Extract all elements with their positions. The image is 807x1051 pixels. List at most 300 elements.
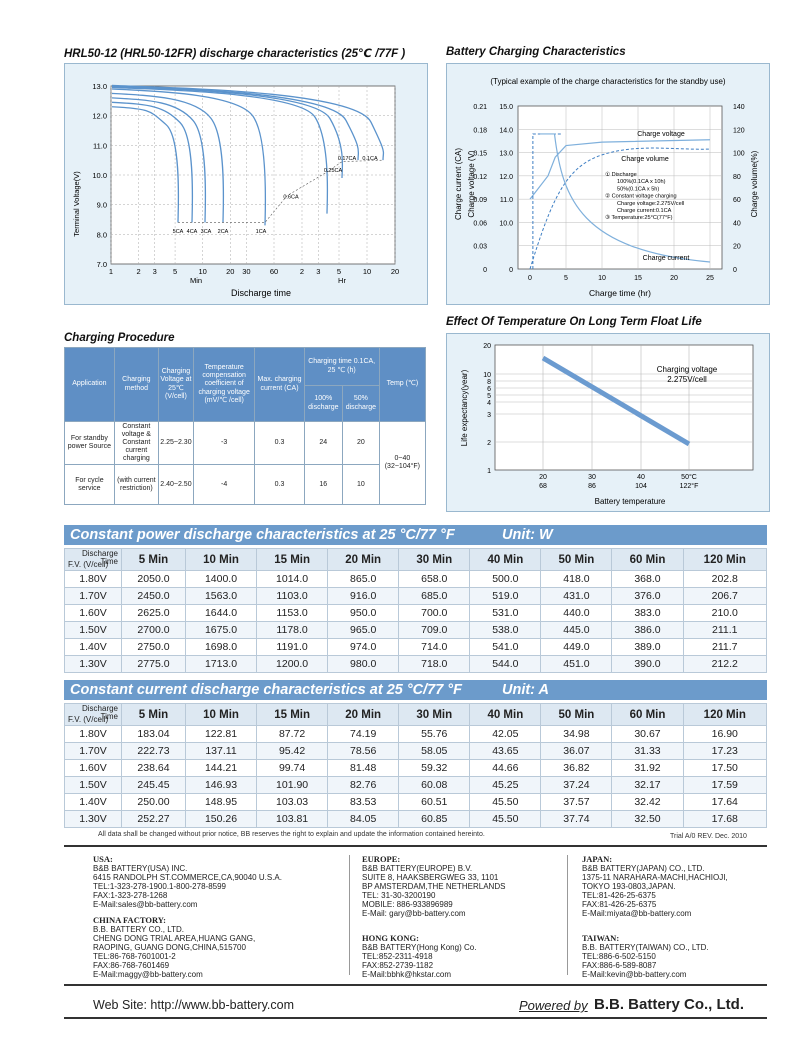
charging-ytick-current: 0.15	[473, 150, 487, 158]
data-cell: 202.8	[683, 571, 766, 588]
cp-cell: 2.40~2.50	[158, 465, 193, 505]
charging-ytick-current: 0.18	[473, 127, 487, 135]
charging-chart-ylabel-current: Charge current (CA)	[454, 147, 463, 221]
charging-ytick-voltage: 0	[509, 267, 513, 274]
cp-cell: 2.25~2.30	[158, 422, 193, 465]
data-cell: 78.56	[328, 743, 399, 760]
data-cell: 1713.0	[185, 656, 256, 673]
cp-row-cycle	[65, 465, 426, 505]
data-cell: 36.82	[541, 760, 612, 777]
contact-heading: CHINA FACTORY:	[93, 915, 166, 925]
charging-chart-current-label: Charge current	[642, 255, 690, 262]
contact-line: B&B BATTERY(JAPAN) CO., LTD.	[582, 864, 705, 873]
charging-ytick-right: 120	[733, 127, 745, 135]
contact-line: E-Mail:maggy@bb-battery.com	[93, 970, 203, 979]
data-cell: 45.50	[470, 811, 541, 828]
discharge-xtick-min: 1	[108, 267, 114, 276]
float-life-ytick: 1	[487, 468, 491, 475]
column-header: 30 Min	[399, 704, 470, 726]
column-header: 60 Min	[612, 549, 683, 571]
data-cell: 245.45	[122, 777, 186, 794]
cp-cell: For cycle service	[65, 465, 115, 505]
data-cell: 2775.0	[122, 656, 186, 673]
data-cell: 137.11	[185, 743, 256, 760]
constant-current-title: Constant current discharge characteristics at 25 °C/77 °F	[70, 682, 462, 698]
cp-header-method: Charging method	[114, 348, 158, 422]
discharge-curve-label: 2CA	[217, 228, 229, 235]
data-cell: 1644.0	[185, 605, 256, 622]
float-life-ytick: 4	[487, 400, 491, 407]
charging-chart-ylabel-right: Charge volume(%)	[750, 150, 759, 218]
final-voltage-cell: 1.30V	[65, 656, 122, 673]
float-life-chart	[447, 334, 769, 511]
data-cell: 541.0	[470, 639, 541, 656]
cp-header-temp-coef: Temperature compensation coefficient of charging voltage (mV/℃ /cell)	[193, 348, 255, 422]
contact-china	[93, 916, 255, 979]
data-cell: 250.00	[122, 794, 186, 811]
discharge-chart-xlabel: Discharge time	[230, 288, 292, 298]
data-cell: 390.0	[612, 656, 683, 673]
charging-ytick-right: 20	[733, 243, 741, 251]
float-life-ylabel: Life expectancy(year)	[460, 369, 469, 447]
discharge-xtick-min: 3	[152, 267, 157, 276]
corner-final-voltage: F.V. (V/cell)	[68, 560, 109, 569]
constant-current-table	[64, 703, 767, 828]
data-cell: 37.57	[541, 794, 612, 811]
charging-legend-item: ① Discharge	[605, 172, 637, 178]
table-row	[65, 639, 767, 656]
discharge-xtick-min: 30	[242, 267, 251, 276]
data-cell: 87.72	[257, 726, 328, 743]
charging-chart-xlabel: Charge time (hr)	[589, 288, 651, 298]
data-cell: 81.48	[328, 760, 399, 777]
data-cell: 383.0	[612, 605, 683, 622]
discharge-xtick-hr: 5	[336, 267, 342, 276]
table-row	[65, 571, 767, 588]
final-voltage-cell: 1.60V	[65, 605, 122, 622]
charging-legend-item: ② Constant voltage charging	[605, 193, 677, 200]
data-cell: 1191.0	[257, 639, 328, 656]
data-cell: 45.50	[470, 794, 541, 811]
cp-header-temp: Temp (℃)	[379, 348, 425, 422]
charging-ytick-current: 0	[483, 267, 487, 274]
float-life-annotation-2: 2.275V/cell	[667, 375, 707, 384]
data-cell: 700.0	[399, 605, 470, 622]
data-cell: 500.0	[470, 571, 541, 588]
float-life-ytick: 6	[487, 386, 491, 393]
discharge-xtick-min: 60	[269, 267, 279, 276]
discharge-ytick: 11.0	[92, 141, 107, 151]
charging-xtick: 10	[598, 275, 606, 282]
float-life-xtick-f: 122°F	[679, 483, 699, 490]
contact-heading: HONG KONG:	[362, 933, 419, 943]
final-voltage-cell: 1.50V	[65, 777, 122, 794]
data-cell: 44.66	[470, 760, 541, 777]
cp-header-time-100: 100% discharge	[304, 386, 343, 422]
discharge-xtick-hr: 2	[299, 267, 305, 276]
cp-header-application: Application	[65, 348, 115, 422]
data-cell: 1103.0	[257, 588, 328, 605]
data-cell: 148.95	[185, 794, 256, 811]
table-row	[65, 811, 767, 828]
charging-xtick: 20	[670, 275, 678, 282]
cp-cell: 0.3	[255, 465, 304, 505]
corner-discharge-time: Discharge Time	[81, 704, 118, 721]
corner-final-voltage: F.V. (V/cell)	[68, 715, 109, 724]
discharge-xtick-hr: 3	[316, 267, 321, 276]
data-cell: 43.65	[470, 743, 541, 760]
data-cell: 103.03	[257, 794, 328, 811]
data-cell: 17.23	[683, 743, 766, 760]
charging-legend-item: 100%(0.1CA x 10h)	[617, 179, 666, 186]
charging-ytick-voltage: 15.0	[499, 104, 513, 111]
float-life-ytick: 3	[487, 412, 491, 419]
discharge-curve-label: 4CA	[186, 228, 198, 235]
constant-current-title-bar	[64, 680, 767, 700]
data-cell: 32.50	[612, 811, 683, 828]
table-row	[65, 777, 767, 794]
final-voltage-cell: 1.70V	[65, 588, 122, 605]
discharge-curve-label: 1CA	[255, 228, 267, 235]
data-cell: 146.93	[185, 777, 256, 794]
charging-ytick-voltage: 14.0	[499, 127, 513, 135]
cp-cell-temp: 0~40 (32~104°F)	[379, 422, 425, 505]
float-life-ytick: 2	[487, 440, 491, 447]
data-cell: 2700.0	[122, 622, 186, 639]
charging-ytick-voltage: 12.0	[499, 173, 513, 181]
data-cell: 658.0	[399, 571, 470, 588]
data-cell: 206.7	[683, 588, 766, 605]
contact-line: TEL:81-426-25-6375	[582, 891, 656, 900]
final-voltage-cell: 1.40V	[65, 794, 122, 811]
contact-heading: TAIWAN:	[582, 933, 620, 943]
contact-line: B.B. BATTERY(TAIWAN) CO., LTD.	[582, 943, 709, 952]
contact-heading: EUROPE:	[362, 854, 401, 864]
discharge-chart-min-label: Min	[189, 276, 203, 285]
cp-cell: 10	[343, 465, 380, 505]
charging-procedure-table	[64, 347, 426, 505]
contact-line: E-Mail:sales@bb-battery.com	[93, 900, 198, 909]
charging-chart-voltage-label: Charge voltage	[637, 131, 685, 138]
data-cell: 519.0	[470, 588, 541, 605]
contact-line: FAX:886-6-589-8087	[582, 961, 657, 970]
contact-usa	[93, 855, 282, 909]
table-row	[65, 726, 767, 743]
data-cell: 974.0	[328, 639, 399, 656]
table-row	[65, 743, 767, 760]
table-header-row	[65, 549, 767, 571]
data-cell: 451.0	[541, 656, 612, 673]
float-life-ytick: 10	[483, 372, 491, 379]
final-voltage-cell: 1.30V	[65, 811, 122, 828]
data-cell: 150.26	[185, 811, 256, 828]
data-cell: 82.76	[328, 777, 399, 794]
column-header: 120 Min	[683, 549, 766, 571]
data-cell: 418.0	[541, 571, 612, 588]
cp-row-standby	[65, 422, 426, 465]
float-life-xtick-f: 86	[588, 483, 596, 490]
constant-power-table	[64, 548, 767, 673]
cp-cell: For standby power Source	[65, 422, 115, 465]
float-life-xlabel: Battery temperature	[594, 497, 666, 506]
constant-power-title: Constant power discharge characteristics at 25 °C/77 °F	[70, 527, 455, 543]
corner-discharge-time: Discharge Time	[81, 549, 118, 566]
data-cell: 210.0	[683, 605, 766, 622]
cp-cell: 20	[343, 422, 380, 465]
data-cell: 544.0	[470, 656, 541, 673]
data-cell: 916.0	[328, 588, 399, 605]
data-cell: 60.51	[399, 794, 470, 811]
data-cell: 37.24	[541, 777, 612, 794]
data-cell: 211.7	[683, 639, 766, 656]
float-life-xtick-c: 20	[539, 474, 547, 481]
data-cell: 122.81	[185, 726, 256, 743]
data-cell: 449.0	[541, 639, 612, 656]
table-row	[65, 622, 767, 639]
data-cell: 1675.0	[185, 622, 256, 639]
data-cell: 2050.0	[122, 571, 186, 588]
charging-legend-item: 50%(0.1CA x 5h)	[617, 186, 660, 193]
charging-xtick: 5	[564, 275, 568, 282]
data-cell: 17.68	[683, 811, 766, 828]
final-voltage-cell: 1.50V	[65, 622, 122, 639]
cp-cell: -4	[193, 465, 255, 505]
data-cell: 1200.0	[257, 656, 328, 673]
charging-chart	[447, 64, 769, 304]
discharge-chart-xticks	[109, 267, 399, 276]
charging-ytick-current: 0.06	[473, 220, 487, 228]
data-cell: 386.0	[612, 622, 683, 639]
charging-chart-volume-label: Charge volume	[621, 156, 669, 163]
discharge-curve-label: 5CA	[172, 228, 184, 235]
charging-ytick-voltage: 13.0	[499, 150, 513, 158]
data-cell: 950.0	[328, 605, 399, 622]
footer-rule	[64, 1017, 767, 1019]
charging-ytick-current: 0.21	[473, 104, 487, 111]
data-cell: 32.42	[612, 794, 683, 811]
contact-hongkong	[362, 934, 476, 979]
data-cell: 16.90	[683, 726, 766, 743]
cp-header-voltage: Charging Voltage at 25℃ (V/cell)	[158, 348, 193, 422]
contacts-divider	[567, 855, 568, 975]
charging-chart-subtitle: (Typical example of the charge characteristics for the standby use)	[490, 77, 726, 86]
column-header: 50 Min	[541, 704, 612, 726]
charging-xtick: 0	[528, 275, 532, 282]
contact-line: TEL:1-323-278-1900.1-800-278-8599	[93, 882, 226, 891]
contact-line: BP AMSTERDAM,THE NETHERLANDS	[362, 882, 506, 891]
discharge-curve-label: 0.25CA	[323, 168, 343, 175]
data-cell: 1014.0	[257, 571, 328, 588]
data-cell: 1563.0	[185, 588, 256, 605]
data-cell: 980.0	[328, 656, 399, 673]
table-row	[65, 794, 767, 811]
data-cell: 685.0	[399, 588, 470, 605]
data-cell: 1178.0	[257, 622, 328, 639]
charging-chart-title: Battery Charging Characteristics	[446, 46, 626, 58]
discharge-curve-label: 0.17CA	[337, 156, 357, 163]
table-row	[65, 588, 767, 605]
column-header: 50 Min	[541, 549, 612, 571]
discharge-chart	[65, 64, 427, 304]
contact-line: TEL:852-2311-4918	[362, 952, 433, 961]
float-life-xtick-f: 104	[635, 483, 647, 490]
data-cell: 42.05	[470, 726, 541, 743]
column-header: 5 Min	[122, 549, 186, 571]
data-cell: 95.42	[257, 743, 328, 760]
float-life-xtick-c: 50°C	[681, 474, 697, 481]
data-cell: 17.59	[683, 777, 766, 794]
final-voltage-cell: 1.80V	[65, 571, 122, 588]
contact-line: E-Mail:kevin@bb-battery.com	[582, 970, 687, 979]
discharge-xtick-hr: 10	[362, 267, 372, 276]
contact-line: TEL:86-768-7601001-2	[93, 952, 176, 961]
data-cell: 83.53	[328, 794, 399, 811]
float-life-ytick: 5	[487, 393, 491, 400]
data-cell: 2450.0	[122, 588, 186, 605]
contact-line: B&B BATTERY(USA) INC.	[93, 864, 188, 873]
contact-line: B&B BATTERY(EUROPE) B.V.	[362, 864, 473, 873]
contact-line: FAX:81-426-25-6375	[582, 900, 657, 909]
charging-ytick-right: 140	[733, 104, 745, 111]
charging-ytick-right: 60	[733, 197, 741, 205]
discharge-ytick: 13.0	[92, 82, 107, 91]
discharge-ytick: 9.0	[96, 200, 107, 210]
data-cell: 31.33	[612, 743, 683, 760]
contact-line: CHENG DONG TRIAL AREA,HUANG GANG,	[93, 934, 256, 943]
data-cell: 144.21	[185, 760, 256, 777]
data-cell: 389.0	[612, 639, 683, 656]
discharge-ytick: 7.0	[96, 260, 107, 269]
contact-line: TOKYO 193-0803,JAPAN.	[582, 882, 676, 891]
contacts-divider	[349, 855, 350, 975]
data-cell: 59.32	[399, 760, 470, 777]
cp-cell: 0.3	[255, 422, 304, 465]
data-cell: 376.0	[612, 588, 683, 605]
data-cell: 30.67	[612, 726, 683, 743]
constant-current-unit: Unit: A	[502, 682, 549, 698]
data-cell: 2750.0	[122, 639, 186, 656]
contact-line: RAOPING, GUANG DONG,CHINA,515700	[93, 943, 246, 952]
float-life-xtick-c: 40	[637, 474, 645, 481]
discharge-ytick: 10.0	[92, 171, 107, 180]
table-header-row	[65, 704, 767, 726]
charging-ytick-current: 0.12	[473, 173, 487, 181]
contact-line: 6415 RANDOLPH ST.COMMERCE,CA,90040 U.S.A.	[93, 873, 282, 882]
cp-header-time-50: 50% discharge	[343, 386, 380, 422]
column-header: 15 Min	[257, 549, 328, 571]
float-life-ytick: 20	[483, 343, 491, 350]
charging-xtick: 15	[634, 275, 642, 282]
table-row	[65, 760, 767, 777]
data-cell: 183.04	[122, 726, 186, 743]
charging-ytick-current: 0.03	[473, 243, 487, 251]
data-cell: 718.0	[399, 656, 470, 673]
contact-line: FAX:1-323-278-1268	[93, 891, 168, 900]
data-cell: 84.05	[328, 811, 399, 828]
charging-ytick-right: 0	[733, 267, 737, 274]
contact-line: B.B. BATTERY CO., LTD.	[93, 925, 184, 934]
data-cell: 431.0	[541, 588, 612, 605]
float-life-annotation-1: Charging voltage	[656, 365, 718, 374]
charging-legend-item: Charge voltage:2.275V/cell	[617, 200, 685, 207]
charging-ytick-voltage: 11.0	[499, 197, 513, 205]
discharge-chart-panel	[64, 63, 428, 305]
charging-ytick-right: 40	[733, 220, 741, 228]
cp-cell: -3	[193, 422, 255, 465]
discharge-curve-label: 0.6CA	[283, 194, 299, 201]
contact-line: FAX:852-2739-1182	[362, 961, 434, 970]
data-cell: 99.74	[257, 760, 328, 777]
data-cell: 17.64	[683, 794, 766, 811]
powered-by: Powered by	[519, 998, 588, 1013]
charging-chart-ylabel-voltage: Charge voltage (V)	[467, 150, 476, 218]
contact-line: FAX:86-768-7601469	[93, 961, 170, 970]
discharge-xtick-min: 2	[136, 267, 141, 276]
float-life-panel	[446, 333, 770, 512]
data-cell: 1400.0	[185, 571, 256, 588]
contact-europe	[362, 855, 505, 918]
data-cell: 865.0	[328, 571, 399, 588]
contact-taiwan	[582, 934, 709, 979]
final-voltage-cell: 1.40V	[65, 639, 122, 656]
column-header: 15 Min	[257, 704, 328, 726]
cp-cell: 16	[304, 465, 343, 505]
table-row	[65, 605, 767, 622]
data-cell: 445.0	[541, 622, 612, 639]
contact-line: E-Mail:miyata@bb-battery.com	[582, 909, 692, 918]
discharge-chart-yticks	[92, 82, 107, 269]
data-cell: 36.07	[541, 743, 612, 760]
contact-line: E-Mail: gary@bb-battery.com	[362, 909, 466, 918]
charging-ytick-right: 100	[733, 150, 745, 158]
column-header: 60 Min	[612, 704, 683, 726]
data-cell: 101.90	[257, 777, 328, 794]
data-cell: 37.74	[541, 811, 612, 828]
data-cell: 238.64	[122, 760, 186, 777]
table-corner-cell	[65, 549, 122, 571]
data-cell: 212.2	[683, 656, 766, 673]
float-life-ytick: 8	[487, 379, 491, 386]
column-header: 30 Min	[399, 549, 470, 571]
contact-line: E-Mail:bbhk@hkstar.com	[362, 970, 452, 979]
discharge-chart-grid	[111, 86, 395, 264]
cp-cell: 24	[304, 422, 343, 465]
final-voltage-cell: 1.60V	[65, 760, 122, 777]
data-cell: 60.85	[399, 811, 470, 828]
data-cell: 714.0	[399, 639, 470, 656]
website-link[interactable]: Web Site: http://www.bb-battery.com	[93, 998, 295, 1012]
constant-power-title-bar	[64, 525, 767, 545]
data-cell: 222.73	[122, 743, 186, 760]
contact-heading: JAPAN:	[582, 854, 613, 864]
cp-header-charging-time: Charging time 0.1CA, 25 ℃ (h)	[304, 348, 379, 386]
discharge-ytick: 8.0	[96, 230, 107, 240]
discharge-xtick-min: 20	[226, 267, 235, 276]
revision: Trial A/0 REV. Dec. 2010	[670, 833, 747, 840]
data-cell: 1698.0	[185, 639, 256, 656]
float-life-xtick-c: 30	[588, 474, 596, 481]
charging-legend-item: ③ Temperature:25°C(77°F)	[605, 215, 673, 222]
contact-line: TEL: 31-30-3200190	[362, 891, 436, 900]
table-row	[65, 656, 767, 673]
discharge-xtick-min: 10	[198, 267, 207, 276]
float-life-xtick-f: 68	[539, 483, 547, 490]
data-cell: 538.0	[470, 622, 541, 639]
table-corner-cell	[65, 704, 122, 726]
data-cell: 531.0	[470, 605, 541, 622]
discharge-chart-ylabel: Terminal Voltage(V)	[72, 171, 81, 237]
column-header: 120 Min	[683, 704, 766, 726]
